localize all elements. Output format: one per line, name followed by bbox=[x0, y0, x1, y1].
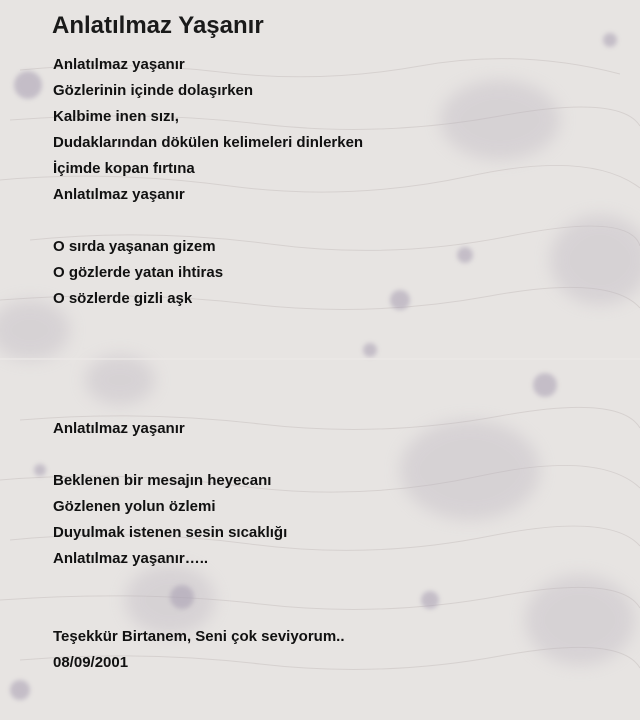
poem-line bbox=[53, 572, 363, 598]
poem-line bbox=[53, 312, 363, 338]
poem-line: Gözlerinin içinde dolaşırken bbox=[53, 82, 254, 99]
poem-line bbox=[53, 338, 363, 364]
poem-line: Anlatılmaz yaşanır bbox=[53, 186, 185, 203]
poem-line: Teşekkür Birtanem, Seni çok seviyorum.. bbox=[53, 628, 345, 645]
poem-line: O sözlerde gizli aşk bbox=[53, 290, 193, 307]
poem-line: İçimde kopan fırtına bbox=[53, 160, 195, 177]
poem-line bbox=[53, 598, 363, 624]
poem-line: Anlatılmaz yaşanır bbox=[53, 56, 185, 73]
poem-line bbox=[53, 208, 363, 234]
poem-line: Duyulmak istenen sesin sıcaklığı bbox=[53, 524, 288, 541]
poem-title: Anlatılmaz Yaşanır bbox=[52, 12, 264, 39]
poem-line: O sırda yaşanan gizem bbox=[53, 238, 216, 255]
poem-line: O gözlerde yatan ihtiras bbox=[53, 264, 224, 281]
poem-line: Beklenen bir mesajın heyecanı bbox=[53, 472, 272, 489]
poem-line bbox=[53, 390, 363, 416]
poem-line: 08/09/2001 bbox=[53, 654, 129, 671]
poem-line: Anlatılmaz yaşanır bbox=[53, 420, 185, 437]
poem-line: Anlatılmaz yaşanır….. bbox=[53, 550, 209, 567]
poem-line bbox=[53, 364, 363, 390]
poem-line: Dudaklarından dökülen kelimeleri dinlerken bbox=[53, 134, 364, 151]
poem-line bbox=[53, 442, 363, 468]
poem-body bbox=[53, 52, 363, 676]
poem-line: Gözlenen yolun özlemi bbox=[53, 498, 216, 515]
poem-line: Kalbime inen sızı, bbox=[53, 108, 179, 125]
